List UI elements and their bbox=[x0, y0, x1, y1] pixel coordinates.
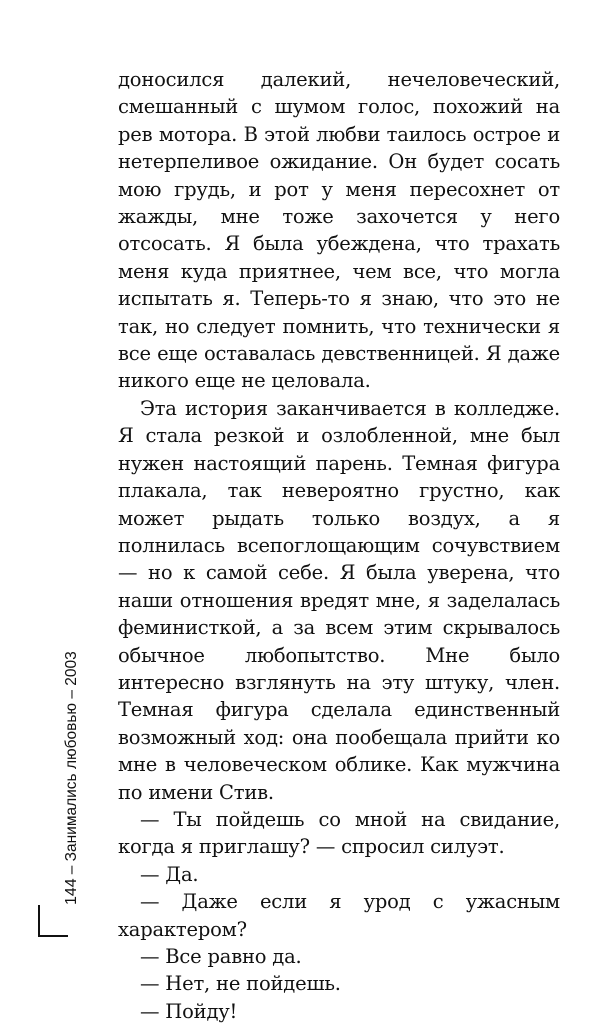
paragraph-continuation: доносился далекий, нечеловеческий, смешанный с шумом голос, похожий на рев мотора. В этой любви таилось острое и нетерпеливое ожидание. Он будет сосать мою грудь, и рот у меня пересохнет от жажды, мне тоже захочется у него отсосать. Я была убеждена, что трахать меня куда приятнее, чем все, что могла испытать я. Теперь-то я знаю, что это не так, но следует помнить, что технически я все еще оставалась девственницей. Я даже никого еще не целовала. bbox=[118, 68, 560, 393]
running-head-title: – Занимались любовью – 2003 bbox=[63, 651, 80, 875]
running-head bbox=[58, 625, 86, 905]
dialog-line: — Пойду! bbox=[140, 999, 238, 1023]
page-number: 144 bbox=[63, 878, 80, 905]
dialog-line: — Ты пойдешь со мной на свидание, когда я приглашу? — спросил силуэт. bbox=[118, 807, 560, 859]
paragraph: Эта история заканчивается в колледже. Я стала резкой и озлобленной, мне был нужен настоящий парень. Темная фигура плакала, так невероятно грустно, как может рыдать только воздух, а я полнилась всепоглощающим сочувствием — но к самой себе. Я была уверена, что наши отношения вредят мне, я заделалась феминисткой, а за всем этим скрывалось обычное любопытство. Мне было интересно взглянуть на эту штуку, член. Темная фигура сделала единственный возможный ход: она пообещала прийти ко мне в человеческом облике. Как мужчина по имени Стив. bbox=[118, 396, 560, 804]
dialog-line: — Да. bbox=[140, 862, 199, 886]
running-head-vertical-rule bbox=[38, 905, 40, 937]
dialog-line: — Все равно да. bbox=[140, 945, 302, 968]
running-head-horizontal-rule bbox=[38, 935, 68, 937]
body-text bbox=[118, 66, 560, 1025]
dialog-line: — Нет, не пойдешь. bbox=[140, 972, 341, 996]
dialog-line: — Даже если я урод с ужасным характером? bbox=[118, 890, 560, 941]
